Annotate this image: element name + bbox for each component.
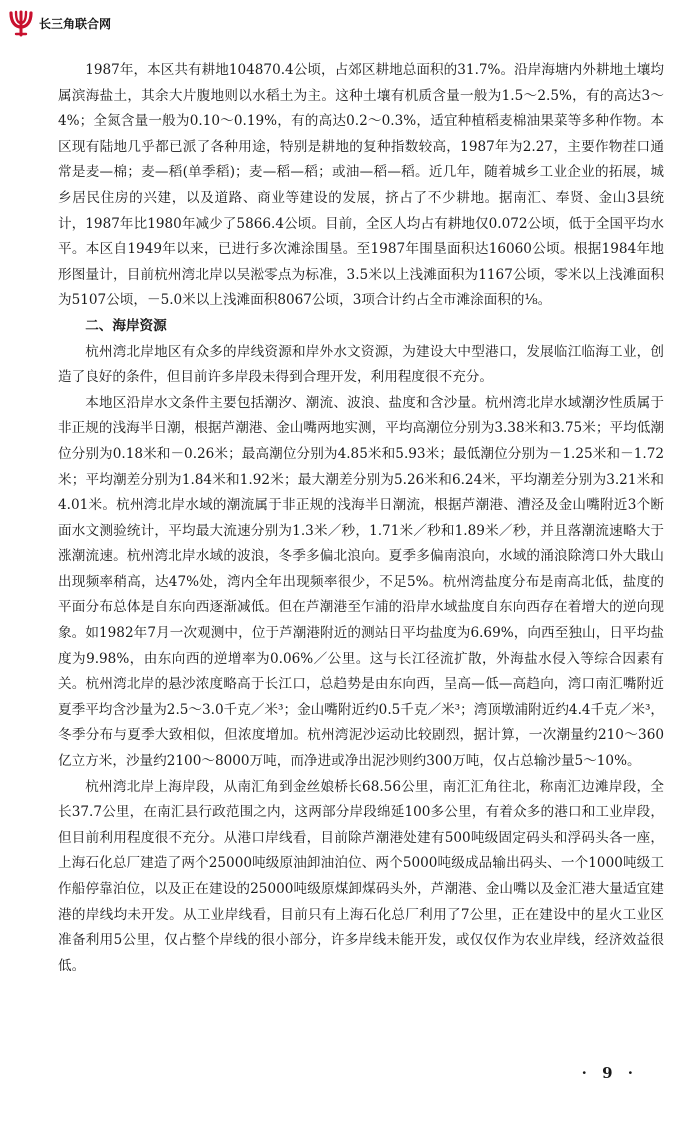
site-logo-icon xyxy=(8,9,34,37)
site-name: 长三角联合网 xyxy=(39,16,112,31)
paragraph-farmland: 1987年，本区共有耕地104870.4公顷，占郊区耕地总面积的31.7%。沿岸海塘内外耕地土壤均属滨海盐土，其余大片腹地则以水稻土为主。这种土壤有机质含量一般为1.5～2.5%，有的高达3～4%；全氮含量一般为0.10～0.19%，有的高达0.2～0.3%，适宜种植稻麦棉油果菜等多种作物。本区现有陆地几乎都已派了各种用途，特别是耕地的复种指数较高，1987年为2.27，主要作物茬口通常是麦—棉；麦—稻(单季稻)；麦—稻—稻；或油—稻—稻。近几年，随着城乡工业企业的拓展，城乡居民住房的兴建，以及道路、商业等建设的发展，挤占了不少耕地。据南汇、奉贤、金山3县统计，1987年比1980年减少了5866.4公顷。目前，全区人均占有耕地仅0.072公顷，低于全国平均水平。本区自1949年以来，已进行多次滩涂围垦。至1987年围垦面积达16060公顷。根据1984年地形图量计，目前杭州湾北岸以吴淞零点为标准，3.5米以上浅滩面积为1167公顷，零米以上浅滩面积为5107公顷，－5.0米以上浅滩面积8067公顷，3项合计约占全市滩涂面积的⅛。 xyxy=(58,62,664,309)
page-number: · 9 · xyxy=(581,1064,638,1082)
article-body xyxy=(58,58,664,979)
paragraph-coastal-intro: 杭州湾北岸地区有众多的岸线资源和岸外水文资源，为建设大中型港口，发展临江临海工业，创造了良好的条件，但目前许多岸段未得到合理开发，利用程度很不充分。 xyxy=(58,343,664,386)
site-header xyxy=(8,8,111,38)
paragraph-shoreline-use: 杭州湾北岸上海岸段，从南汇角到金丝娘桥长68.56公里，南汇汇角往北，称南汇边滩岸段，全长37.7公里，在南汇县行政范围之内，这两部分岸段绵延100多公里，有着众多的港口和工业岸段，但目前利用程度很不充分。从港口岸线看，目前除芦潮港处建有500吨级固定码头和浮码头各一座，上海石化总厂建造了两个25000吨级原油卸油泊位、两个5000吨级成品输出码头、一个1000吨级工作船停靠泊位，以及正在建设的25000吨级原煤卸煤码头外，芦潮港、金山嘴以及金汇港大量适宜建港的岸线均未开发。从工业岸线看，目前只有上海石化总厂利用了7公里，正在建设中的星火工业区准备利用5公里，仅占整个岸线的很小部分，许多岸线未能开发，或仅仅作为农业岸线，经济效益很低。 xyxy=(58,778,664,974)
paragraph-hydrology: 本地区沿岸水文条件主要包括潮汐、潮流、波浪、盐度和含沙量。杭州湾北岸水域潮汐性质属于非正规的浅海半日潮，根据芦潮港、金山嘴两地实测，平均高潮位分别为3.38米和3.75米；平均低潮位分别为0.18米和－0.26米；最高潮位分别为4.85米和5.93米；最低潮位分别为－1.25米和－1.72米；平均潮差分别为1.84米和1.92米；最大潮差分别为5.26米和6.24米，平均潮差分别为3.21米和4.01米。杭州湾北岸水域的潮流属于非正规的浅海半日潮流，根据芦潮港、漕泾及金山嘴附近3个断面水文测验统计，平均最大流速分别为1.3米／秒，1.71米／秒和1.89米／秒，并且落潮流速略大于涨潮流速。杭州湾北岸水域的波浪，冬季多偏北浪向。夏季多偏南浪向，水域的涌浪除湾口外大戢山出现频率稍高，达47%处，湾内全年出现频率很少，不足5%。杭州湾盐度分布是南高北低，盐度的平面分布总体是自东向西逐渐减低。但在芦潮港至乍浦的沿岸水域盐度自东向西存在着增大的逆向现象。如1982年7月一次观测中，位于芦潮港附近的测站日平均盐度为6.69%，向西至独山，日平均盐度为9.98%，由东向西的逆增率为0.06%／公里。这与长江径流扩散，外海盐水侵入等综合因素有关。杭州湾北岸的悬沙浓度略高于长江口，总趋势是由东向西，呈高—低—高趋向，湾口南汇嘴附近夏季平均含沙量为2.5～3.0千克／米³；金山嘴附近约0.5千克／米³；湾顶墩浦附近约4.4千克／米³，冬季分布与夏季大致相似，但浓度增加。杭州湾泥沙运动比较剧烈，据计算，一次潮量约210～360亿立方米，沙量约2100～8000万吨，而净进或净出泥沙则约300万吨，仅占总输沙量5～10%。 xyxy=(58,394,664,770)
section-title-coastal-resources: 二、海岸资源 xyxy=(85,317,167,334)
